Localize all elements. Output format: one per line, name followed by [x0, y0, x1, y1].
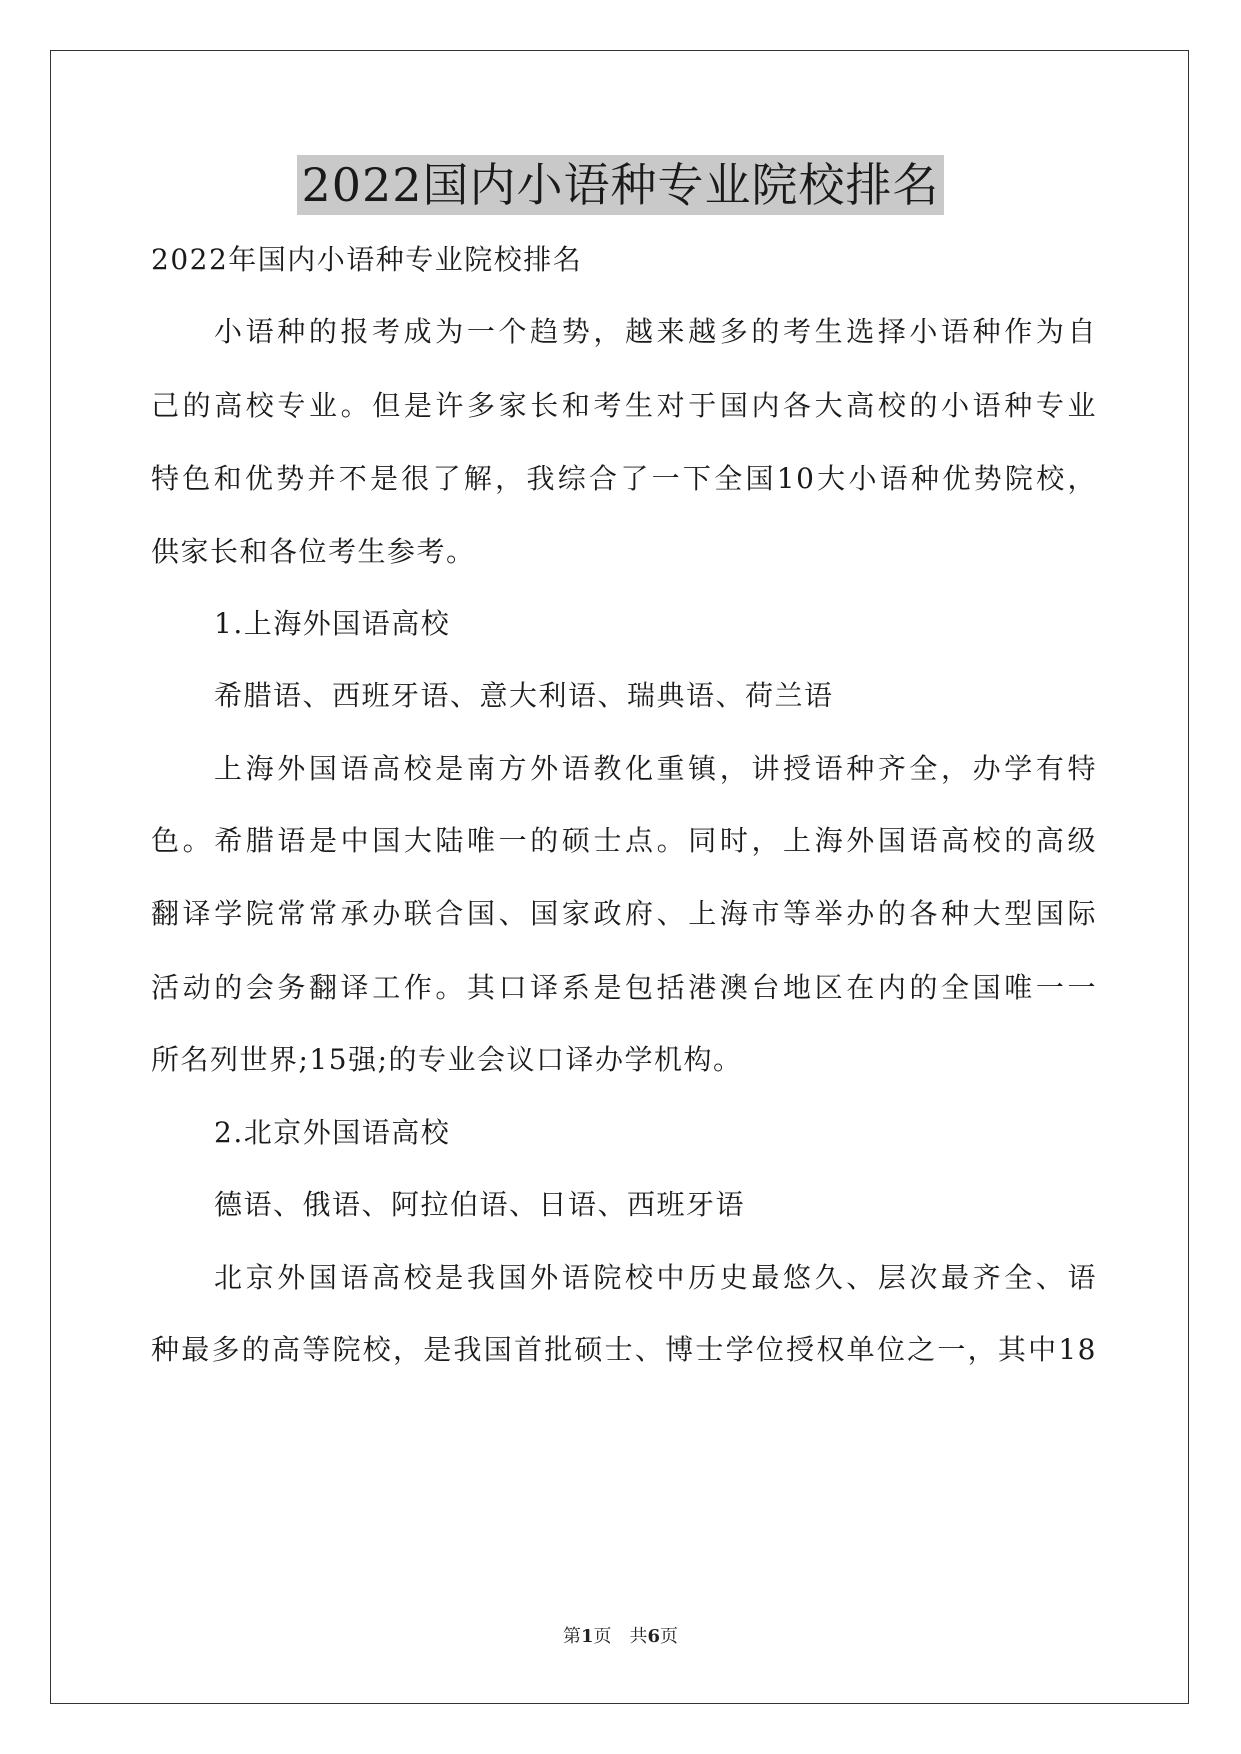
paragraph-line: 小语种的报考成为一个趋势，越来越多的考生选择小语种作为自	[214, 315, 1097, 348]
languages-line-2: 德语、俄语、阿拉伯语、日语、西班牙语	[214, 1188, 746, 1221]
document-title: 2022国内小语种专业院校排名	[297, 155, 943, 215]
subtitle-line: 2022年国内小语种专业院校排名	[151, 243, 583, 276]
section-heading-2: 2.北京外国语高校	[214, 1116, 451, 1149]
paragraph-line: 特色和优势并不是很了解，我综合了一下全国10大小语种优势院校，	[151, 462, 1097, 495]
footer-current-page: 1	[580, 1626, 594, 1647]
footer-prefix: 第	[562, 1626, 581, 1647]
paragraph-line: 上海外国语高校是南方外语教化重镇，讲授语种齐全，办学有特	[214, 752, 1097, 785]
footer-mid: 页 共	[593, 1626, 648, 1647]
footer-suffix: 页	[660, 1626, 679, 1647]
paragraph-line: 翻译学院常常承办联合国、国家政府、上海市等举办的各种大型国际	[151, 897, 1097, 930]
paragraph-line: 己的高校专业。但是许多家长和考生对于国内各大高校的小语种专业	[151, 389, 1097, 422]
paragraph-line: 色。希腊语是中国大陆唯一的硕士点。同时，上海外国语高校的高级	[151, 824, 1097, 857]
paragraph-line: 活动的会务翻译工作。其口译系是包括港澳台地区在内的全国唯一一	[151, 971, 1097, 1004]
languages-line-1: 希腊语、西班牙语、意大利语、瑞典语、荷兰语	[214, 679, 834, 712]
paragraph-line: 北京外国语高校是我国外语院校中历史最悠久、层次最齐全、语	[214, 1261, 1097, 1294]
footer-total-pages: 6	[647, 1626, 661, 1647]
page-border	[50, 50, 1189, 1704]
page-footer	[0, 1625, 1241, 1649]
paragraph-line: 种最多的高等院校，是我国首批硕士、博士学位授权单位之一，其中18	[151, 1333, 1097, 1366]
paragraph-line: 所名列世界;15强;的专业会议口译办学机构。	[151, 1043, 743, 1076]
paragraph-line: 供家长和各位考生参考。	[151, 535, 476, 568]
title-container	[0, 155, 1241, 215]
section-heading-1: 1.上海外国语高校	[214, 607, 451, 640]
